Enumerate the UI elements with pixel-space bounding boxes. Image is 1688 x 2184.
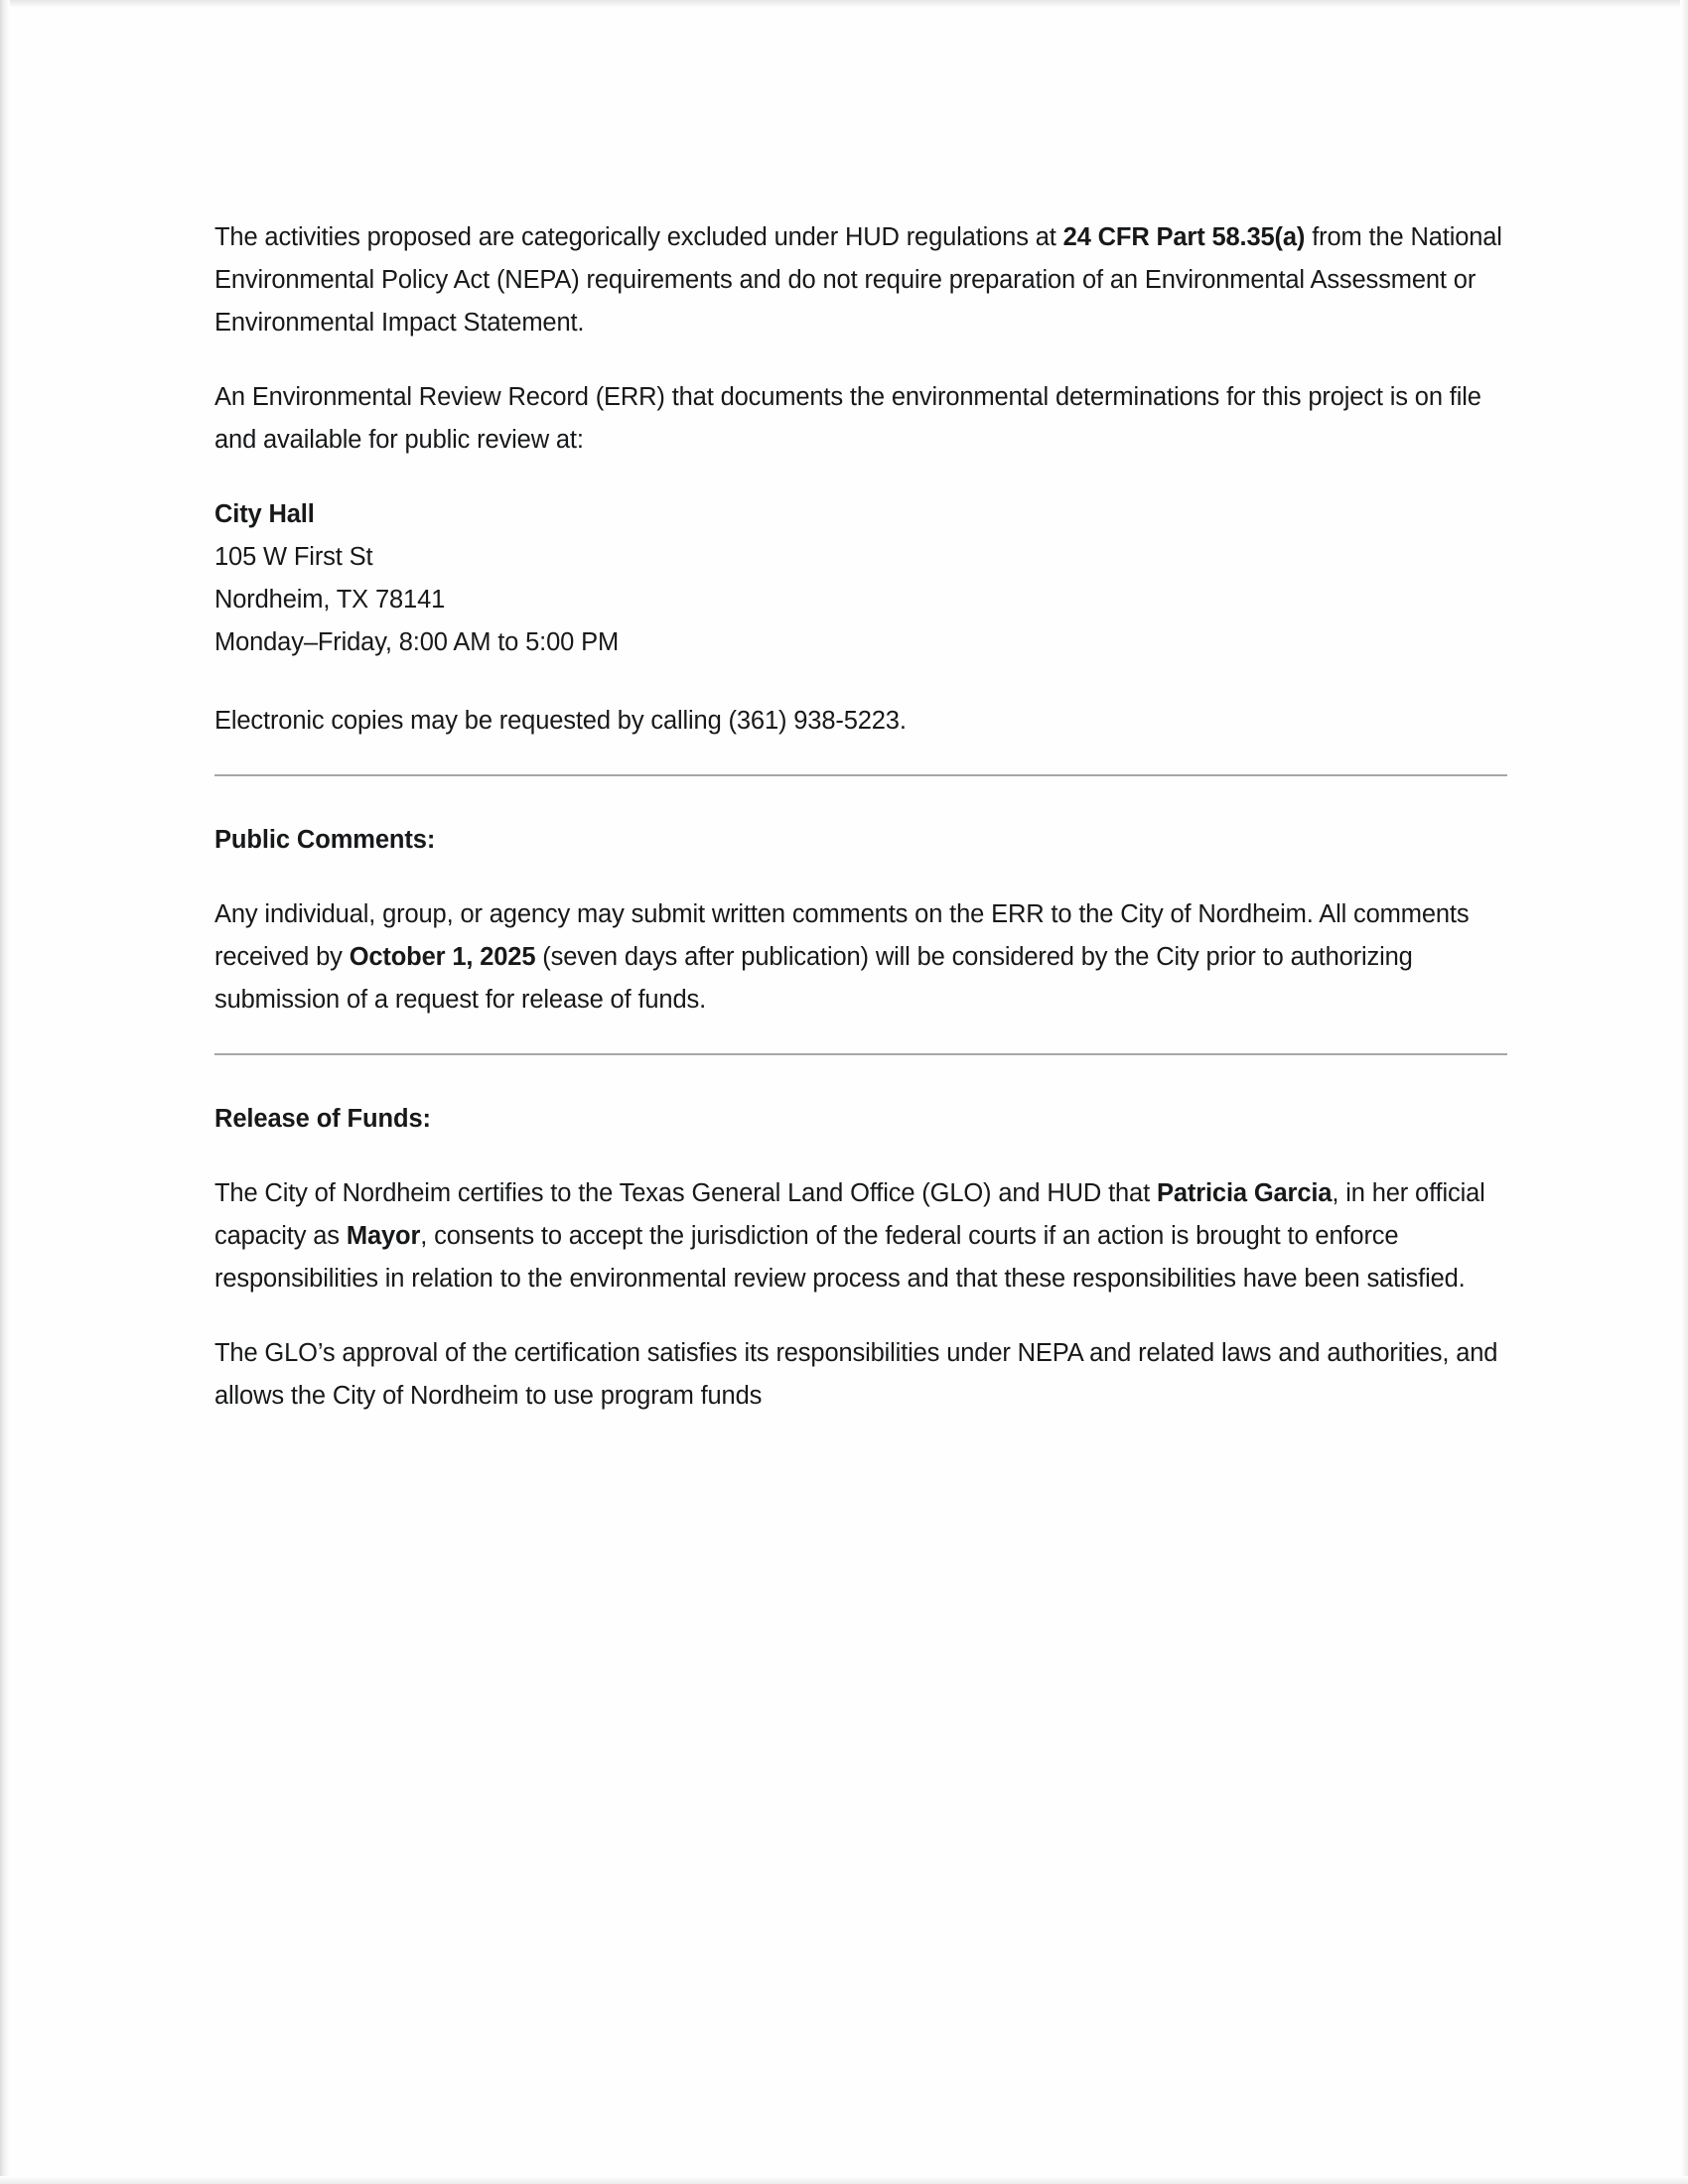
section-release-of-funds xyxy=(214,1101,1505,1418)
paragraph-err-availability: An Environmental Review Record (ERR) that documents the environmental determinations for this project is on file and available for public review at: xyxy=(214,383,1481,454)
certification-text-before-name: The City of Nordheim certifies to the Texas General Land Office (GLO) and HUD that xyxy=(214,1179,1157,1207)
address-street: 105 W First St xyxy=(214,543,373,571)
paragraph-glo-approval: The GLO’s approval of the certification satisfies its responsibilities under NEPA and related laws and authorities, and allows the City of Nordheim to use program funds xyxy=(214,1339,1498,1410)
certification-text-mid: , in her official capacity as xyxy=(214,1179,1485,1250)
heading-release-of-funds: Release of Funds: xyxy=(214,1105,431,1133)
scan-edge-top xyxy=(0,0,1688,8)
paragraph-categorical-exclusion xyxy=(214,216,1505,344)
paragraph-public-comments-body xyxy=(214,893,1505,1022)
certification-text-after-title: , consents to accept the jurisdiction of the federal courts if an action is brought to enforce responsibilities in relation to the environmental review process and that these responsibilities have been satisfied. xyxy=(214,1222,1466,1293)
paragraph-certification xyxy=(214,1172,1505,1300)
section-public-comments xyxy=(214,822,1505,1022)
para1-text-after-citation: from the National Environmental Policy Act (NEPA) requirements and do not require preparation of an Environmental Assessment or Environmental Impact Statement. xyxy=(214,223,1502,337)
scan-edge-left xyxy=(0,0,10,2184)
address-city-state-zip: Nordheim, TX 78141 xyxy=(214,586,446,614)
document-content xyxy=(214,216,1505,1449)
public-comments-deadline-date: October 1, 2025 xyxy=(349,943,536,971)
heading-public-comments: Public Comments: xyxy=(214,826,436,854)
public-comments-text-after-date: (seven days after publication) will be considered by the City prior to authorizing submission of a request for release of funds. xyxy=(214,943,1413,1014)
review-location-address xyxy=(214,493,1505,664)
certifying-officer-title: Mayor xyxy=(346,1222,421,1250)
certifying-officer-name: Patricia Garcia xyxy=(1156,1179,1333,1207)
section-divider-release-of-funds xyxy=(214,1053,1507,1055)
scan-edge-right xyxy=(1680,0,1688,2184)
regulation-citation: 24 CFR Part 58.35(a) xyxy=(1062,223,1306,251)
paragraph-electronic-copies: Electronic copies may be requested by calling (361) 938-5223. xyxy=(214,707,907,735)
public-comments-text-before-date: Any individual, group, or agency may submit written comments on the ERR to the City of Nordheim. All comments received by xyxy=(214,900,1470,971)
scan-edge-bottom xyxy=(0,2176,1688,2184)
para1-text-before-citation: The activities proposed are categorically excluded under HUD regulations at xyxy=(214,223,1063,251)
address-office-hours: Monday–Friday, 8:00 AM to 5:00 PM xyxy=(214,628,620,656)
address-organization: City Hall xyxy=(214,500,315,528)
section-divider-public-comments xyxy=(214,774,1507,776)
